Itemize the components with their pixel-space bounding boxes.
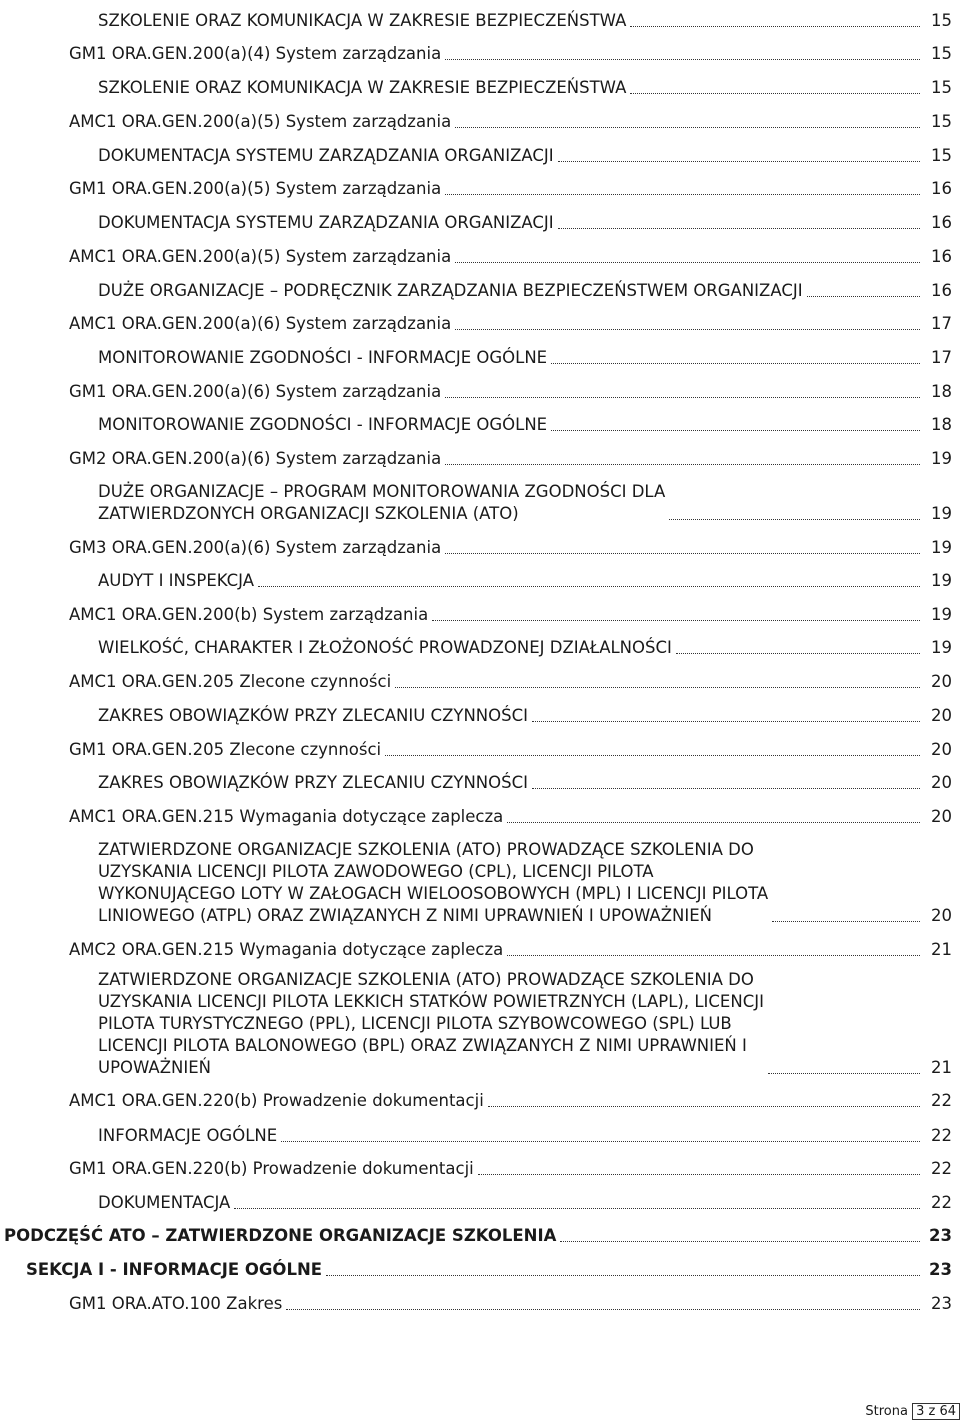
- toc-entry[interactable]: [98, 10, 952, 32]
- toc-entry-page: 20: [931, 807, 952, 826]
- toc-dot-leader: [395, 686, 920, 688]
- toc-entry-page: 15: [931, 44, 952, 63]
- toc-entry[interactable]: [98, 212, 952, 234]
- toc-entry-title: GM2 ORA.GEN.200(a)(6) System zarządzania: [69, 449, 442, 468]
- toc-dot-leader: [807, 295, 920, 297]
- toc-dot-leader: [630, 92, 920, 94]
- toc-entry-title: AMC1 ORA.GEN.205 Zlecone czynności: [69, 672, 392, 691]
- toc-entry-page: 23: [929, 1260, 952, 1279]
- toc-dot-leader: [532, 720, 920, 722]
- toc-entry-page: 22: [931, 1126, 952, 1145]
- toc-entry[interactable]: [69, 246, 952, 268]
- toc-entry[interactable]: [69, 671, 952, 693]
- toc-entry-page: 18: [931, 415, 952, 434]
- toc-entry-title: AMC1 ORA.GEN.200(b) System zarządzania: [69, 605, 429, 624]
- toc-entry[interactable]: [98, 839, 952, 927]
- toc-entry-title: DOKUMENTACJA SYSTEMU ZARZĄDZANIA ORGANIZACJI: [98, 146, 554, 165]
- toc-dot-leader: [669, 518, 920, 520]
- toc-entry[interactable]: [69, 739, 952, 761]
- toc-entry-page: 19: [931, 538, 952, 557]
- toc-dot-leader: [445, 58, 920, 60]
- toc-dot-leader: [507, 954, 920, 956]
- toc-entry[interactable]: [69, 178, 952, 200]
- toc-dot-leader: [445, 463, 920, 465]
- toc-dot-leader: [630, 25, 920, 27]
- toc-dot-leader: [455, 261, 920, 263]
- toc-entry[interactable]: [98, 1192, 952, 1214]
- toc-entry[interactable]: [98, 280, 952, 302]
- toc-dot-leader: [532, 787, 920, 789]
- toc-entry-title: AMC1 ORA.GEN.215 Wymagania dotyczące zaplecza: [69, 807, 504, 826]
- toc-entry-title: DUŻE ORGANIZACJE – PODRĘCZNIK ZARZĄDZANIA BEZPIECZEŃSTWEM ORGANIZACJI: [98, 281, 803, 300]
- toc-dot-leader: [258, 585, 920, 587]
- toc-entry-title: MONITOROWANIE ZGODNOŚCI - INFORMACJE OGÓLNE: [98, 415, 548, 434]
- toc-dot-leader: [234, 1207, 920, 1209]
- toc-entry[interactable]: [98, 347, 952, 369]
- toc-entry-title: GM1 ORA.GEN.200(a)(5) System zarządzania: [69, 179, 442, 198]
- toc-entry[interactable]: [98, 77, 952, 99]
- toc-entry-title: ZATWIERDZONE ORGANIZACJE SZKOLENIA (ATO) PROWADZĄCE SZKOLENIA DO UZYSKANIA LICENCJI PILOTA ZAWODOWEGO (CPL), LICENCJI PILOTA WYKONUJĄCEGO LOTY W ZAŁOGACH WIELOOSOBOWYCH (MPL) I LICENCJI PILOTA LINIOWEGO (ATPL) ORAZ ZWIĄZANYCH Z NIMI UPRAWNIEŃ I UPOWAŻNIEŃ: [98, 840, 769, 925]
- toc-dot-leader: [385, 754, 920, 756]
- toc-entry-title: PODCZĘŚĆ ATO – ZATWIERDZONE ORGANIZACJE SZKOLENIA: [4, 1226, 557, 1245]
- toc-entry-title: GM1 ORA.GEN.200(a)(6) System zarządzania: [69, 382, 442, 401]
- toc-dot-leader: [445, 552, 920, 554]
- toc-entry[interactable]: [69, 43, 952, 65]
- toc-entry-page: 19: [931, 504, 952, 523]
- toc-entry-title: DUŻE ORGANIZACJE – PROGRAM MONITOROWANIA ZGODNOŚCI DLA ZATWIERDZONYCH ORGANIZACJI SZKOLENIA (ATO): [98, 482, 666, 523]
- toc-entry[interactable]: [69, 313, 952, 335]
- toc-entry-page: 19: [931, 638, 952, 657]
- toc-entry-title: AMC1 ORA.GEN.200(a)(5) System zarządzania: [69, 247, 452, 266]
- toc-entry[interactable]: [98, 969, 952, 1079]
- toc-entry-page: 20: [931, 672, 952, 691]
- toc-entry[interactable]: [69, 939, 952, 961]
- toc-entry[interactable]: [69, 1158, 952, 1180]
- toc-dot-leader: [432, 619, 920, 621]
- toc-dot-leader: [445, 193, 920, 195]
- toc-entry[interactable]: [98, 705, 952, 727]
- toc-dot-leader: [768, 1072, 920, 1074]
- toc-entry-title: WIELKOŚĆ, CHARAKTER I ZŁOŻONOŚĆ PROWADZONEJ DZIAŁALNOŚCI: [98, 638, 672, 657]
- toc-entry-title: ZATWIERDZONE ORGANIZACJE SZKOLENIA (ATO) PROWADZĄCE SZKOLENIA DO UZYSKANIA LICENCJI PILOTA LEKKICH STATKÓW POWIETRZNYCH (LAPL), LICENCJI PILOTA TURYSTYCZNEGO (PPL), LICENCJI PILOTA SZYBOWCOWEGO (SPL) LUB LICENCJI PILOTA BALONOWEGO (BPL) ORAZ ZWIĄZANYCH Z NIMI UPRAWNIEŃ I UPOWAŻNIEŃ: [98, 970, 764, 1077]
- toc-entry-page: 20: [931, 740, 952, 759]
- toc-entry[interactable]: [98, 570, 952, 592]
- toc-entry-title: SEKCJA I - INFORMACJE OGÓLNE: [26, 1260, 323, 1279]
- toc-entry-page: 22: [931, 1091, 952, 1110]
- toc-entry-page: 16: [931, 281, 952, 300]
- toc-entry-page: 22: [931, 1159, 952, 1178]
- toc-dot-leader: [455, 328, 920, 330]
- toc-entry-page: 16: [931, 179, 952, 198]
- toc-entry-page: 19: [931, 571, 952, 590]
- toc-entry-title: AUDYT I INSPEKCJA: [98, 571, 255, 590]
- toc-entry-page: 21: [931, 940, 952, 959]
- toc-entry[interactable]: [98, 481, 952, 525]
- toc-dot-leader: [445, 396, 920, 398]
- toc-entry-title: MONITOROWANIE ZGODNOŚCI - INFORMACJE OGÓLNE: [98, 348, 548, 367]
- toc-entry[interactable]: [69, 448, 952, 470]
- toc-entry[interactable]: [98, 1125, 952, 1147]
- toc-entry-title: ZAKRES OBOWIĄZKÓW PRZY ZLECANIU CZYNNOŚCI: [98, 706, 528, 725]
- toc-entry-title: AMC1 ORA.GEN.200(a)(5) System zarządzania: [69, 112, 452, 131]
- toc-entry[interactable]: [26, 1259, 952, 1281]
- toc-entry-page: 15: [931, 11, 952, 30]
- toc-entry-title: SZKOLENIE ORAZ KOMUNIKACJA W ZAKRESIE BEZPIECZEŃSTWA: [98, 11, 627, 30]
- toc-dot-leader: [560, 1240, 920, 1242]
- toc-entry[interactable]: [69, 537, 952, 559]
- toc-entry[interactable]: [69, 381, 952, 403]
- toc-entry-title: GM3 ORA.GEN.200(a)(6) System zarządzania: [69, 538, 442, 557]
- toc-entry-title: ZAKRES OBOWIĄZKÓW PRZY ZLECANIU CZYNNOŚCI: [98, 773, 528, 792]
- toc-entry[interactable]: [98, 772, 952, 794]
- page-footer: [865, 1404, 960, 1419]
- toc-entry-title: AMC2 ORA.GEN.215 Wymagania dotyczące zaplecza: [69, 940, 504, 959]
- toc-entry-page: 23: [931, 1294, 952, 1313]
- toc-entry[interactable]: [98, 145, 952, 167]
- toc-entry-page: 22: [931, 1193, 952, 1212]
- toc-entry-page: 20: [931, 906, 952, 925]
- toc-entry-page: 17: [931, 314, 952, 333]
- toc-entry-title: GM1 ORA.GEN.200(a)(4) System zarządzania: [69, 44, 442, 63]
- toc-entry-title: GM1 ORA.GEN.220(b) Prowadzenie dokumentacji: [69, 1159, 474, 1178]
- footer-page-counter: [912, 1403, 960, 1420]
- toc-entry[interactable]: [69, 806, 952, 828]
- toc-entry-page: 15: [931, 112, 952, 131]
- toc-dot-leader: [676, 652, 920, 654]
- toc-entry-page: 19: [931, 605, 952, 624]
- toc-entry-page: 16: [931, 247, 952, 266]
- toc-entry-page: 17: [931, 348, 952, 367]
- toc-dot-leader: [558, 227, 920, 229]
- toc-entry-title: AMC1 ORA.GEN.220(b) Prowadzenie dokumentacji: [69, 1091, 484, 1110]
- toc-entry-title: INFORMACJE OGÓLNE: [98, 1126, 278, 1145]
- toc-entry-title: DOKUMENTACJA SYSTEMU ZARZĄDZANIA ORGANIZACJI: [98, 213, 554, 232]
- toc-dot-leader: [478, 1173, 920, 1175]
- toc-entry[interactable]: [69, 111, 952, 133]
- footer-current-page: 3: [916, 1404, 925, 1419]
- footer-page-label: Strona: [865, 1404, 908, 1419]
- toc-entry-page: 20: [931, 773, 952, 792]
- toc-dot-leader: [507, 821, 920, 823]
- toc-entry-page: 20: [931, 706, 952, 725]
- toc-dot-leader: [455, 126, 920, 128]
- toc-entry-page: 18: [931, 382, 952, 401]
- toc-entry-title: GM1 ORA.GEN.205 Zlecone czynności: [69, 740, 382, 759]
- toc-dot-leader: [286, 1308, 920, 1310]
- toc-entry[interactable]: [69, 1090, 952, 1112]
- toc-entry-title: GM1 ORA.ATO.100 Zakres: [69, 1294, 283, 1313]
- toc-entry-page: 15: [931, 146, 952, 165]
- toc-entry-page: 23: [929, 1226, 952, 1245]
- toc-dot-leader: [281, 1140, 920, 1142]
- toc-entry[interactable]: [69, 1293, 952, 1315]
- toc-entry[interactable]: [69, 604, 952, 626]
- toc-entry-page: 16: [931, 213, 952, 232]
- toc-entry-title: AMC1 ORA.GEN.200(a)(6) System zarządzania: [69, 314, 452, 333]
- toc-dot-leader: [772, 920, 920, 922]
- toc-dot-leader: [558, 160, 920, 162]
- toc-dot-leader: [326, 1274, 920, 1276]
- footer-of-label: z: [928, 1404, 936, 1419]
- footer-total-pages: 64: [939, 1404, 956, 1419]
- toc-dot-leader: [551, 362, 920, 364]
- toc-entry-page: 15: [931, 78, 952, 97]
- toc-entry-page: 19: [931, 449, 952, 468]
- toc-entry[interactable]: [98, 414, 952, 436]
- toc-dot-leader: [488, 1105, 920, 1107]
- toc-entry-page: 21: [931, 1058, 952, 1077]
- toc-entry-title: DOKUMENTACJA: [98, 1193, 231, 1212]
- toc-entry-title: SZKOLENIE ORAZ KOMUNIKACJA W ZAKRESIE BEZPIECZEŃSTWA: [98, 78, 627, 97]
- toc-entry[interactable]: [4, 1225, 952, 1247]
- toc-entry[interactable]: [98, 637, 952, 659]
- toc-dot-leader: [551, 429, 920, 431]
